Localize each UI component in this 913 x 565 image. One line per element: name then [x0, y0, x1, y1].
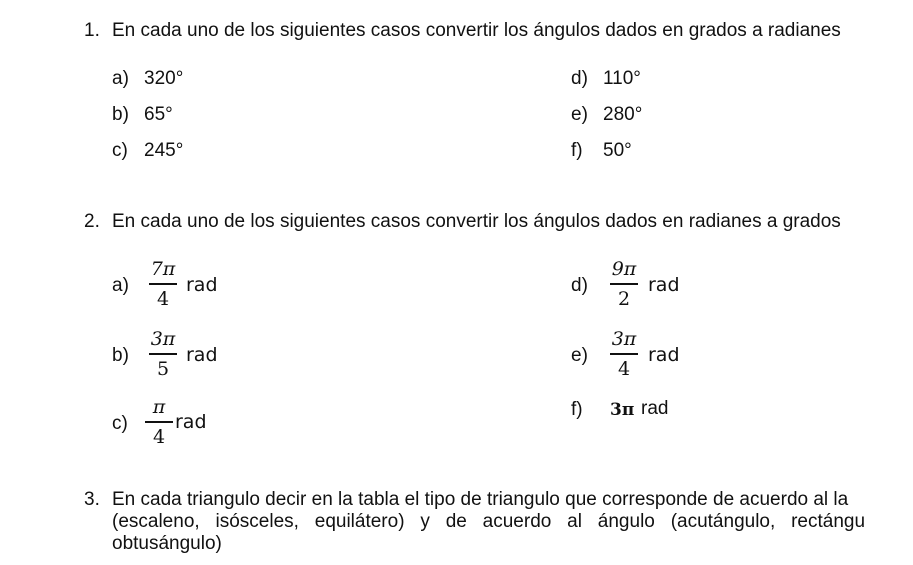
q2-item-a-unit: rad	[186, 274, 218, 296]
question-3-line-1: En cada triangulo decir en la tabla el tipo de triangulo que corresponde de acuerdo al la	[112, 489, 849, 510]
q2-item-b-fraction	[143, 328, 183, 380]
q1-item-d-label: d)	[571, 68, 588, 89]
q2-item-c-unit: rad	[175, 411, 207, 433]
q2-item-d-numerator: 9π	[611, 258, 637, 280]
q2-item-b-label: b)	[112, 345, 129, 366]
q1-item-a-value: 320°	[144, 68, 184, 89]
q2-item-e-denominator: 4	[617, 357, 631, 380]
q2-item-a-denominator: 4	[156, 287, 170, 310]
q1-item-c-value: 245°	[144, 140, 184, 161]
question-2-text: En cada uno de los siguientes casos convertir los ángulos dados en radianes a grados	[112, 211, 841, 232]
q1-item-b-label: b)	[112, 104, 129, 125]
q1-item-f-label: f)	[571, 140, 583, 161]
q2-item-a-fraction	[143, 258, 183, 310]
q2-item-b-numerator: 3π	[150, 328, 176, 350]
q2-item-b-denominator: 5	[156, 357, 170, 380]
q2-item-c-numerator: π	[152, 396, 166, 418]
question-3-line-3: obtusángulo)	[112, 533, 222, 554]
q2-item-d-denominator: 2	[617, 287, 631, 310]
q2-item-c-label: c)	[112, 413, 128, 434]
q1-item-e-value: 280°	[603, 104, 643, 125]
question-1-number: 1.	[84, 20, 100, 41]
q1-item-a-label: a)	[112, 68, 129, 89]
question-1-text: En cada uno de los siguientes casos convertir los ángulos dados en grados a radianes	[112, 20, 841, 41]
q2-item-f-label: f)	[571, 399, 583, 420]
q2-item-d-label: d)	[571, 275, 588, 296]
fraction-bar	[610, 353, 638, 355]
q2-item-c-fraction	[139, 396, 179, 448]
q2-item-f-unit: rad	[641, 398, 669, 419]
q2-item-b-unit: rad	[186, 344, 218, 366]
q2-item-f-value: 3π	[610, 400, 635, 420]
question-2-number: 2.	[84, 211, 100, 232]
fraction-bar	[145, 421, 173, 423]
q1-item-b-value: 65°	[144, 104, 173, 125]
q1-item-c-label: c)	[112, 140, 128, 161]
q2-item-a-label: a)	[112, 275, 129, 296]
q2-item-e-fraction	[604, 328, 644, 380]
q2-item-e-numerator: 3π	[611, 328, 637, 350]
question-3-number: 3.	[84, 489, 100, 510]
fraction-bar	[149, 283, 177, 285]
q1-item-e-label: e)	[571, 104, 588, 125]
q2-item-a-numerator: 7π	[150, 258, 176, 280]
q2-item-c-denominator: 4	[152, 425, 166, 448]
fraction-bar	[610, 283, 638, 285]
fraction-bar	[149, 353, 177, 355]
q2-item-e-unit: rad	[648, 344, 680, 366]
q1-item-d-value: 110°	[603, 68, 641, 89]
q2-item-d-unit: rad	[648, 274, 680, 296]
q2-item-e-label: e)	[571, 345, 588, 366]
q1-item-f-value: 50°	[603, 140, 632, 161]
q2-item-d-fraction	[604, 258, 644, 310]
question-3-line-2: (escaleno, isósceles, equilátero) y de acuerdo al ángulo (acutángulo, rectángu	[112, 511, 866, 532]
